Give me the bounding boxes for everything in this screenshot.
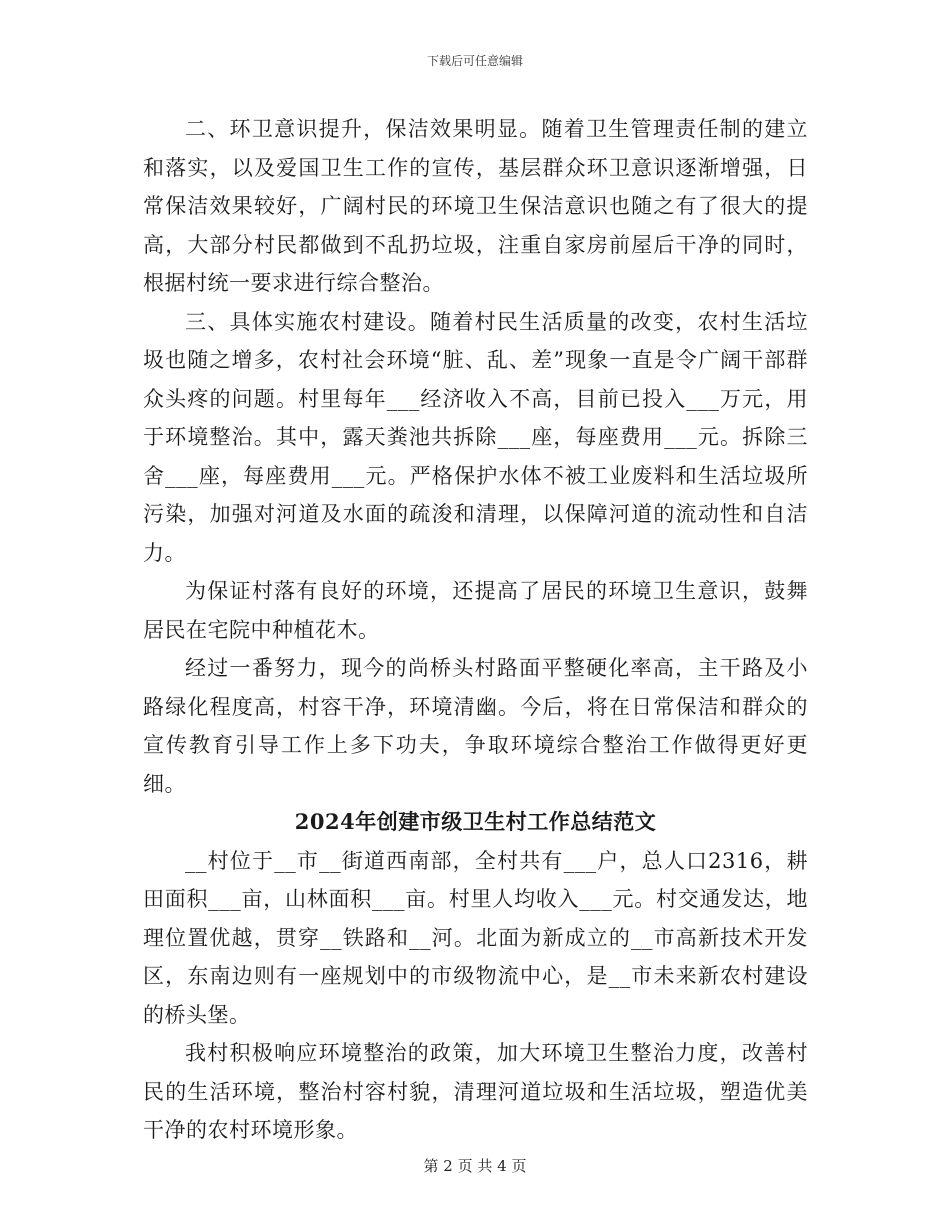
section-title: 2024年创建市级卫生村工作总结范文 (294, 809, 657, 834)
paragraph-environment-awareness: 二、环卫意识提升，保洁效果明显。随着卫生管理责任制的建立和落实，以及爱国卫生工作的宣传，基层群众环卫意识逐渐增强，日常保洁效果较好，广阔村民的环境卫生保洁意识也随之有了很大的提高，大部分村民都做到不乱扔垃圾，注重自家房前屋后干净的同时，根据村统一要求进行综合整治。 (143, 117, 808, 295)
paragraph-rural-construction: 三、具体实施农村建设。随着村民生活质量的改变，农村生活垃圾也随之增多，农村社会环境“脏、乱、差”现象一直是令广阔干部群众头疼的问题。村里每年___经济收入不高，目前已投入___万元，用于环境整治。其中，露天粪池共拆除___座，每座费用___元。拆除三舍___座，每座费用___元。严格保护水体不被工业废料和生活垃圾所污染，加强对河道及水面的疏浚和清理，以保障河道的流动性和自洁力。 (143, 309, 808, 565)
paragraph-village-policy: 我村积极响应环境整治的政策，加大环境卫生整治力度，改善村民的生活环境，整治村容村貌，清理河道垃圾和生活垃圾，塑造优美干净的农村环境形象。 (143, 1041, 808, 1142)
paragraph-village-overview: __村位于__市__街道西南部，全村共有___户，总人口2316，耕田面积___亩，山林面积___亩。村里人均收入___元。村交通发达，地理位置优越，贯穿__铁路和__河。北面为新成立的__市高新技术开发区，东南边则有一座规划中的市级物流中心，是__市未来新农村建设的桥头堡。 (143, 848, 808, 1027)
page-number: 第 2 页 共 4 页 (423, 1157, 527, 1175)
page-header: 下载后可任意编辑 (426, 54, 523, 68)
document-body (143, 110, 808, 1150)
paragraph-results: 经过一番努力，现今的尚桥头村路面平整硬化率高，主干路及小路绿化程度高，村容干净，环境清幽。今后，将在日常保洁和群众的宣传教育引导工作上多下功夫，争取环境综合整治工作做得更好更细。 (143, 656, 808, 796)
paragraph-planting-flowers: 为保证村落有良好的环境，还提高了居民的环境卫生意识，鼓舞居民在宅院中种植花木。 (143, 579, 808, 642)
